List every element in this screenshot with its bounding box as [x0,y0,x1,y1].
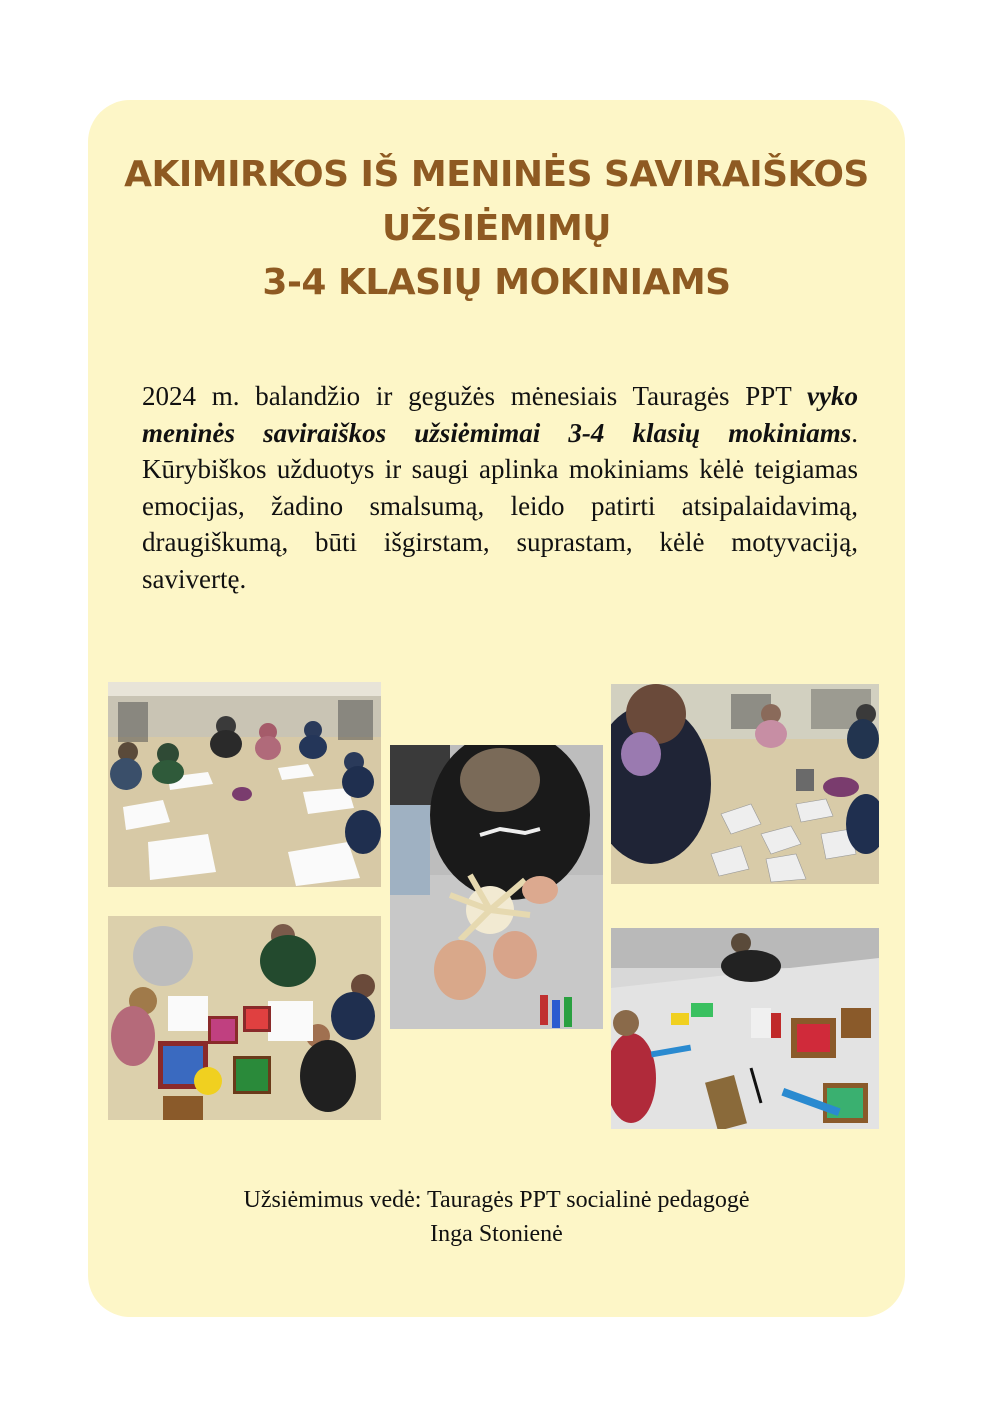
title-line-1: AKIMIRKOS IŠ MENINĖS SAVIRAIŠKOS [124,154,869,195]
title-line-2: UŽSIĖMIMŲ [381,208,612,249]
credits-line-1: Užsiėmimus vedė: Tauragės PPT socialinė pedagogė [243,1187,750,1213]
photo-sun-craft [390,745,603,1029]
description-text-start: 2024 m. balandžio ir gegužės mėnesiais Tauragės PPT [142,381,808,411]
description-paragraph [142,378,858,597]
credits [88,1183,905,1251]
poster-title [88,148,905,310]
description-text-end: . Kūrybiškos užduotys ir saugi aplinka mokiniams kėlė teigiamas emocijas, žadino smalsumą, leido patirti atsipalaidavimą, draugiškumą, būti išgirstam, suprastam, kėlė motyvaciją, savivertę. [142,417,858,594]
photo-table-crafts [611,928,879,1129]
photo-paper-collage [611,684,879,884]
description-emphasis: vyko meninės saviraiškos užsiėmimai 3-4 klasių mokiniams [142,381,858,448]
credits-line-2: Inga Stonienė [430,1221,563,1247]
title-line-3: 3-4 KLASIŲ MOKINIAMS [262,262,731,303]
photo-children-circle [108,682,381,887]
photo-floor-painting [108,916,381,1120]
